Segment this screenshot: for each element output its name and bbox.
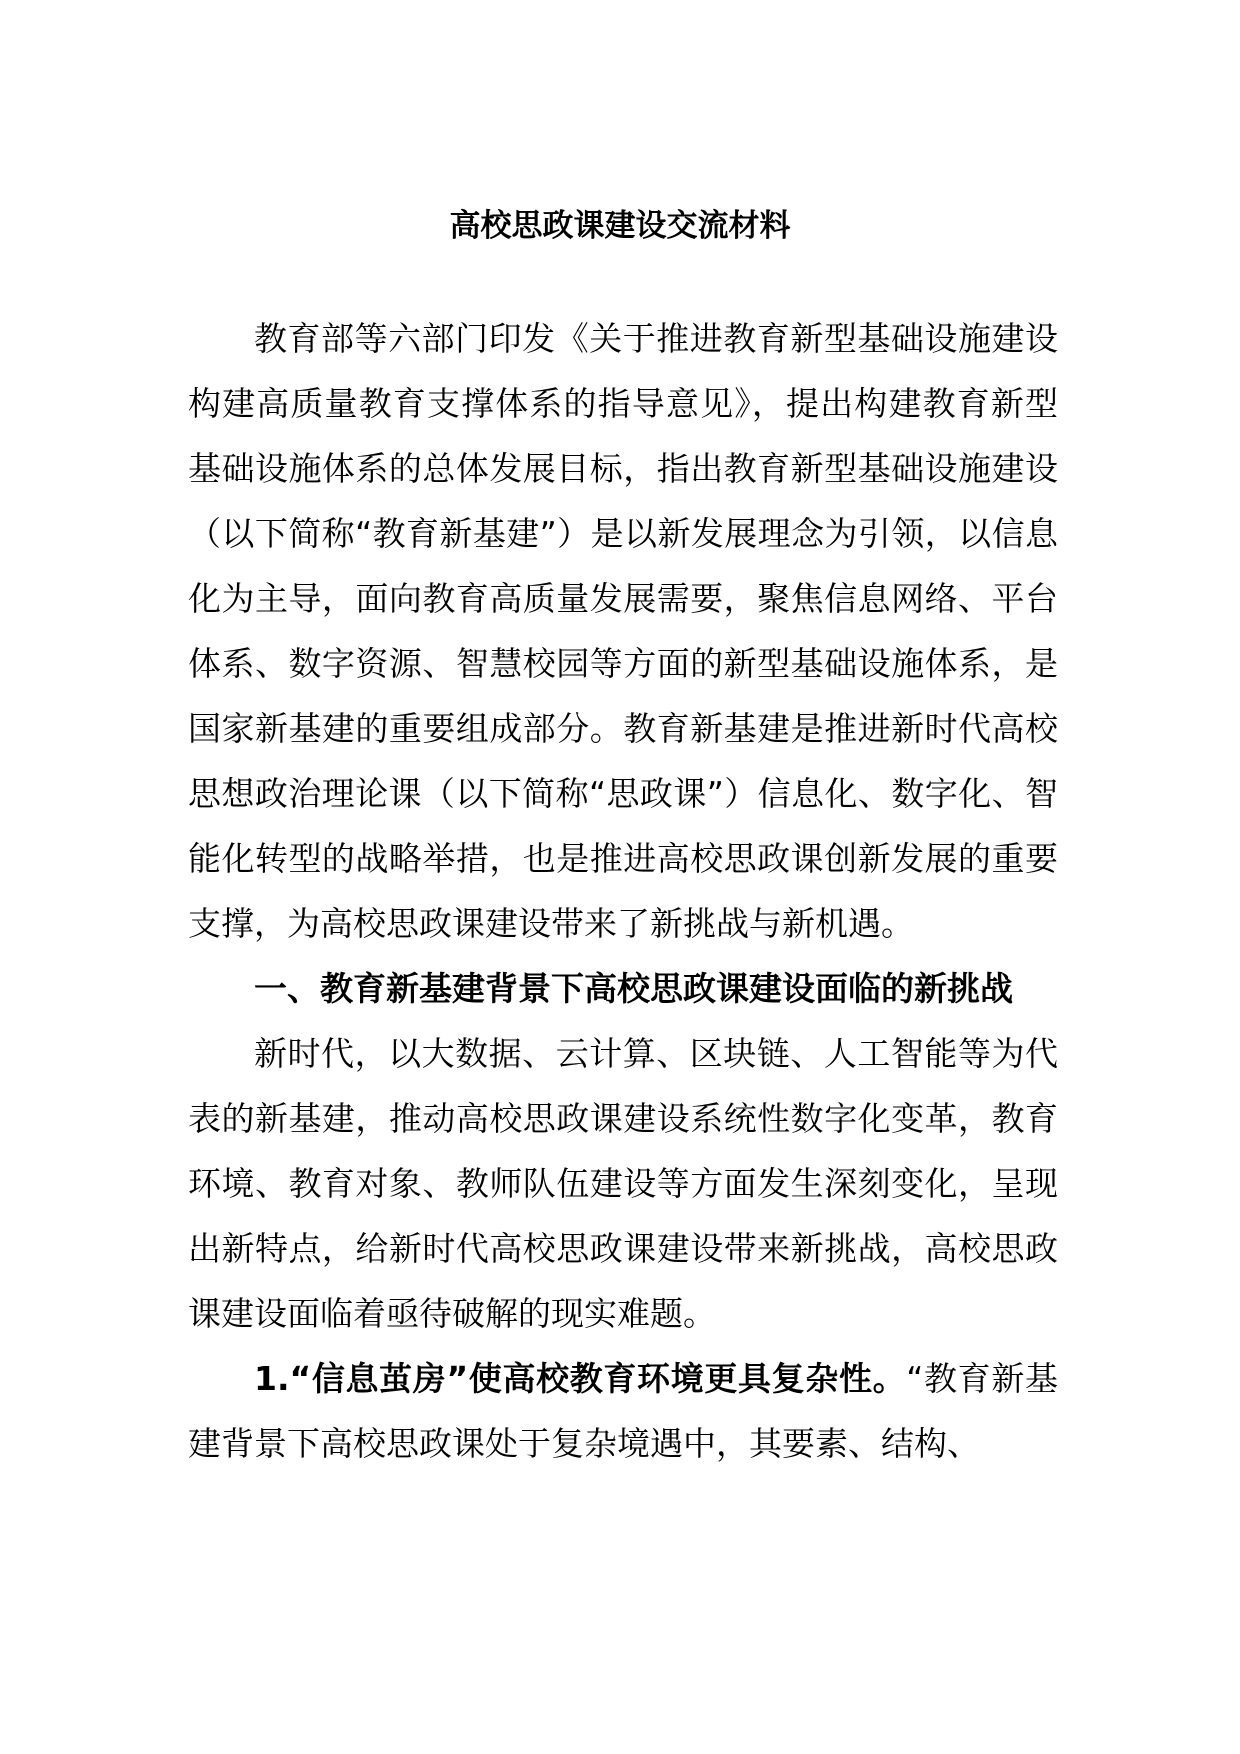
subsection-text: “教育新基建背景下高校思政课处于复杂境遇中，其要素、结构、 bbox=[188, 1359, 1058, 1463]
subsection-lead: 1.“信息茧房”使高校教育环境更具复杂性。 bbox=[254, 1359, 907, 1398]
paragraph-intro: 教育部等六部门印发《关于推进教育新型基础设施建设构建高质量教育支撑体系的指导意见》，提出构建教育新型基础设施体系的总体发展目标，指出教育新型基础设施建设（以下简称“教育新基建”）是以新发展理念为引领，以信息化为主导，面向教育高质量发展需要，聚焦信息网络、平台体系、数字资源、智慧校园等方面的新型基础设施体系，是国家新基建的重要组成部分。教育新基建是推进新时代高校思想政治理论课（以下简称“思政课”）信息化、数字化、智能化转型的战略举措，也是推进高校思政课创新发展的重要支撑，为高校思政课建设带来了新挑战与新机遇。 bbox=[188, 319, 1058, 943]
document-body bbox=[188, 306, 1058, 1476]
paragraph-subsection-1 bbox=[188, 1346, 1058, 1476]
paragraph-section-1: 新时代，以大数据、云计算、区块链、人工智能等为代表的新基建，推动高校思政课建设系统性数字化变革，教育环境、教育对象、教师队伍建设等方面发生深刻变化，呈现出新特点，给新时代高校思政课建设带来新挑战，高校思政课建设面临着亟待破解的现实难题。 bbox=[188, 1034, 1058, 1333]
section-heading-1: 一、教育新基建背景下高校思政课建设面临的新挑战 bbox=[254, 969, 1013, 1008]
document-title: 高校思政课建设交流材料 bbox=[449, 208, 791, 244]
